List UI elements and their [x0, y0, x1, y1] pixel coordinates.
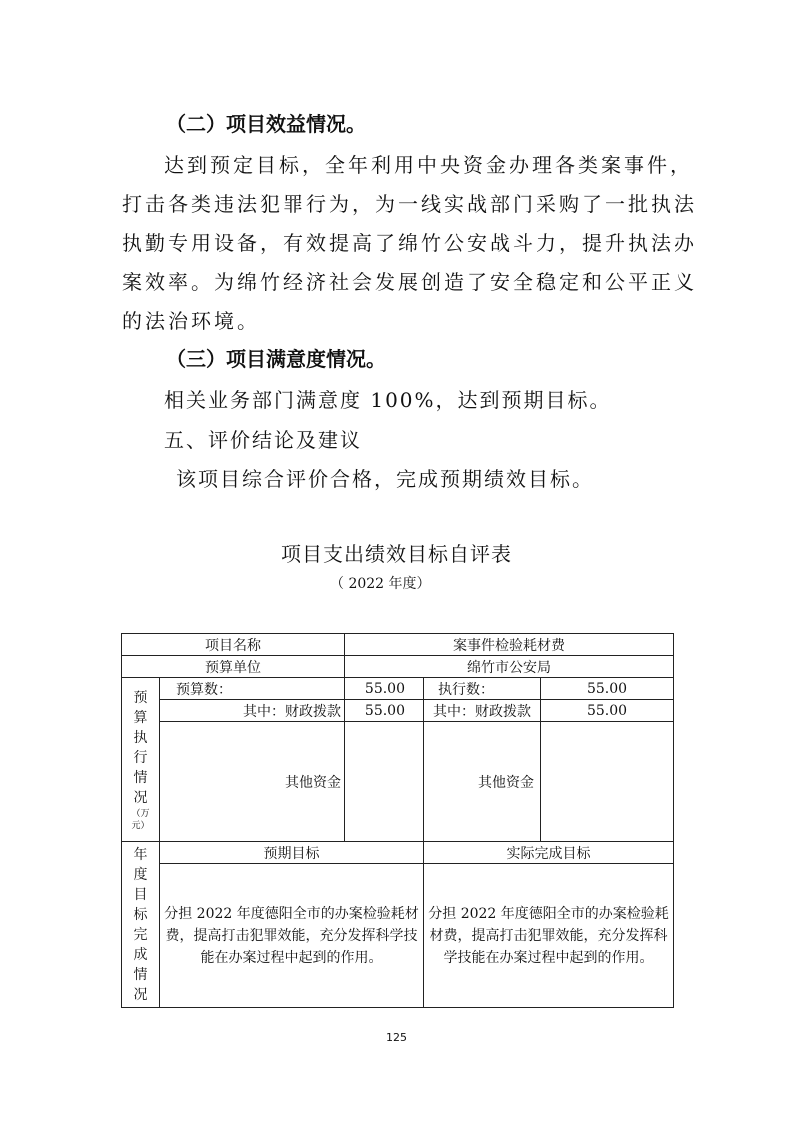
benefit-line-1: 达到预定目标，全年利用中央资金办理各类案事件， — [164, 153, 693, 177]
table-row — [122, 700, 674, 722]
exec-label: 执行数： — [424, 678, 541, 700]
other-funds-exec-value — [541, 722, 674, 842]
conclusion-heading: 五、评价结论及建议 — [164, 428, 362, 452]
project-name-value: 案事件检验耗材费 — [345, 634, 674, 656]
unit-value: 绵竹市公安局 — [345, 656, 674, 678]
other-funds-value — [345, 722, 424, 842]
conclusion-text: 该项目综合评价合格，完成预期绩效目标。 — [176, 467, 594, 491]
other-funds-label: 其他资金 — [160, 722, 345, 842]
table-row — [122, 722, 674, 842]
benefit-line-2: 打击各类违法犯罪行为，为一线实战部门采购了一批执法 — [122, 192, 697, 216]
table-subtitle: （ 2022 年度） — [330, 576, 431, 592]
budget-label: 预算数： — [160, 678, 345, 700]
exec-value: 55.00 — [541, 678, 674, 700]
fiscal-label: 其中：财政拨款 — [160, 700, 345, 722]
satisfaction-heading: （三）项目满意度情况。 — [166, 347, 386, 371]
benefit-line-3: 执勤专用设备，有效提高了绵竹公安战斗力，提升执法办 — [122, 231, 697, 255]
table-row — [122, 864, 674, 1008]
goal-side-label: 年 度 目 标 完 成 情 况 — [122, 842, 160, 1008]
fiscal-exec-value: 55.00 — [541, 700, 674, 722]
table-row — [122, 678, 674, 700]
table-row — [122, 842, 674, 864]
expected-goal-text: 分担 2022 年度德阳全市的办案检验耗材费，提高打击犯罪效能，充分发挥科学技能在办案过程中起到的作用。 — [160, 864, 424, 1008]
benefit-heading: （二）项目效益情况。 — [166, 112, 366, 136]
satisfaction-text: 相关业务部门满意度 100%，达到预期目标。 — [164, 388, 612, 412]
page-number: 125 — [386, 1031, 407, 1044]
fiscal-exec-label: 其中：财政拨款 — [424, 700, 541, 722]
budget-value: 55.00 — [345, 678, 424, 700]
table-title: 项目支出绩效目标自评表 — [281, 542, 512, 566]
actual-goal-text: 分担 2022 年度德阳全市的办案检验耗材费，提高打击犯罪效能，充分发挥科学技能在办案过程中起到的作用。 — [424, 864, 674, 1008]
expected-goal-header: 预期目标 — [160, 842, 424, 864]
table-row — [122, 634, 674, 656]
benefit-line-4: 案效率。为绵竹经济社会发展创造了安全稳定和公平正义 — [122, 270, 697, 294]
table-row — [122, 656, 674, 678]
unit-label: 预算单位 — [122, 656, 345, 678]
self-evaluation-table — [121, 633, 674, 1008]
other-funds-exec-label: 其他资金 — [424, 722, 541, 842]
fiscal-value: 55.00 — [345, 700, 424, 722]
actual-goal-header: 实际完成目标 — [424, 842, 674, 864]
budget-side-label: 预 算 执 行 情 况 （万 元） — [122, 678, 160, 842]
benefit-line-5: 的法治环境。 — [122, 309, 260, 333]
project-name-label: 项目名称 — [122, 634, 345, 656]
